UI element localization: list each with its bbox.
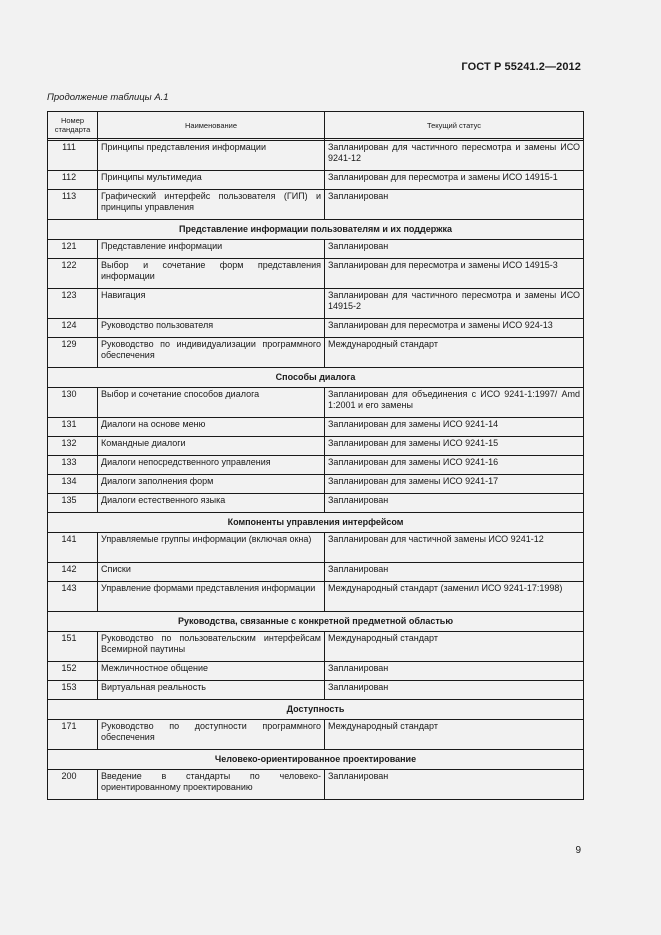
table-row: [48, 494, 584, 513]
cell-standard-status: Запланирован для пересмотра и замены ИСО 924-13: [325, 319, 584, 338]
column-header-name: Наименование: [98, 112, 325, 139]
cell-standard-name: Диалоги непосредственного управления: [98, 456, 325, 475]
cell-standard-status: Запланирован для частичной замены ИСО 9241-12: [325, 533, 584, 563]
cell-standard-number: 152: [48, 662, 98, 681]
cell-standard-name: Руководство пользователя: [98, 319, 325, 338]
table-row: [48, 632, 584, 662]
cell-standard-status: Международный стандарт (заменил ИСО 9241-17:1998): [325, 582, 584, 612]
cell-standard-status: Запланирован: [325, 494, 584, 513]
cell-standard-number: 133: [48, 456, 98, 475]
cell-standard-name: Диалоги на основе меню: [98, 418, 325, 437]
cell-standard-status: Запланирован для частичного пересмотра и замены ИСО 9241-12: [325, 141, 584, 171]
column-header-number: Номер стандарта: [48, 112, 98, 139]
cell-standard-number: 111: [48, 141, 98, 171]
cell-standard-status: Запланирован: [325, 563, 584, 582]
cell-standard-number: 135: [48, 494, 98, 513]
cell-standard-number: 200: [48, 770, 98, 800]
cell-standard-number: 134: [48, 475, 98, 494]
table-row: [48, 319, 584, 338]
cell-standard-status: Запланирован для частичного пересмотра и замены ИСО 14915-2: [325, 289, 584, 319]
table-row: [48, 289, 584, 319]
cell-standard-number: 130: [48, 388, 98, 418]
cell-standard-number: 141: [48, 533, 98, 563]
cell-standard-number: 124: [48, 319, 98, 338]
cell-standard-status: Международный стандарт: [325, 720, 584, 750]
cell-standard-name: Выбор и сочетание форм представления информации: [98, 259, 325, 289]
cell-standard-status: Запланирован для объединения с ИСО 9241-1:1997/ Amd 1:2001 и его замены: [325, 388, 584, 418]
column-header-status: Текущий статус: [325, 112, 584, 139]
cell-standard-status: Запланирован: [325, 681, 584, 700]
section-title: Человеко-ориентированное проектирование: [48, 750, 584, 770]
cell-standard-name: Диалоги естественного языка: [98, 494, 325, 513]
cell-standard-name: Диалоги заполнения форм: [98, 475, 325, 494]
cell-standard-name: Графический интерфейс пользователя (ГИП) и принципы управления: [98, 190, 325, 220]
table-row: [48, 456, 584, 475]
table-header-row: [48, 112, 584, 139]
cell-standard-status: Запланирован для пересмотра и замены ИСО 14915-1: [325, 171, 584, 190]
cell-standard-name: Представление информации: [98, 240, 325, 259]
cell-standard-status: Запланирован для замены ИСО 9241-16: [325, 456, 584, 475]
cell-standard-number: 132: [48, 437, 98, 456]
cell-standard-number: 122: [48, 259, 98, 289]
cell-standard-status: Международный стандарт: [325, 632, 584, 662]
cell-standard-status: Запланирован: [325, 770, 584, 800]
cell-standard-name: Выбор и сочетание способов диалога: [98, 388, 325, 418]
cell-standard-name: Принципы мультимедиа: [98, 171, 325, 190]
cell-standard-name: Межличностное общение: [98, 662, 325, 681]
table-row: [48, 475, 584, 494]
cell-standard-number: 143: [48, 582, 98, 612]
table-row: [48, 141, 584, 171]
table-row: [48, 720, 584, 750]
table-row: [48, 770, 584, 800]
table-row: [48, 533, 584, 563]
cell-standard-name: Руководство по доступности программного обеспечения: [98, 720, 325, 750]
cell-standard-status: Запланирован для пересмотра и замены ИСО 14915-3: [325, 259, 584, 289]
cell-standard-status: Запланирован: [325, 190, 584, 220]
cell-standard-number: 113: [48, 190, 98, 220]
cell-standard-number: 171: [48, 720, 98, 750]
cell-standard-name: Списки: [98, 563, 325, 582]
cell-standard-name: Принципы представления информации: [98, 141, 325, 171]
page-number: 9: [575, 845, 581, 856]
section-header-row: [48, 750, 584, 770]
document-id: ГОСТ Р 55241.2—2012: [461, 61, 581, 73]
cell-standard-number: 151: [48, 632, 98, 662]
cell-standard-number: 112: [48, 171, 98, 190]
section-header-row: [48, 612, 584, 632]
section-header-row: [48, 368, 584, 388]
section-header-row: [48, 220, 584, 240]
cell-standard-number: 129: [48, 338, 98, 368]
table-body: [48, 139, 584, 800]
cell-standard-name: Командные диалоги: [98, 437, 325, 456]
cell-standard-name: Руководство по индивидуализации программного обеспечения: [98, 338, 325, 368]
table-row: [48, 338, 584, 368]
section-title: Компоненты управления интерфейсом: [48, 513, 584, 533]
table-caption: Продолжение таблицы А.1: [47, 92, 169, 103]
cell-standard-number: 142: [48, 563, 98, 582]
cell-standard-status: Запланирован: [325, 240, 584, 259]
table-row: [48, 681, 584, 700]
cell-standard-number: 123: [48, 289, 98, 319]
cell-standard-number: 121: [48, 240, 98, 259]
cell-standard-status: Запланирован для замены ИСО 9241-14: [325, 418, 584, 437]
table-row: [48, 582, 584, 612]
cell-standard-number: 153: [48, 681, 98, 700]
table-row: [48, 190, 584, 220]
cell-standard-status: Международный стандарт: [325, 338, 584, 368]
table-row: [48, 259, 584, 289]
cell-standard-status: Запланирован для замены ИСО 9241-17: [325, 475, 584, 494]
table-row: [48, 240, 584, 259]
section-title: Доступность: [48, 700, 584, 720]
section-title: Представление информации пользователям и их поддержка: [48, 220, 584, 240]
cell-standard-number: 131: [48, 418, 98, 437]
table-row: [48, 437, 584, 456]
cell-standard-name: Введение в стандарты по человеко-ориентированному проектированию: [98, 770, 325, 800]
section-header-row: [48, 700, 584, 720]
cell-standard-name: Управление формами представления информации: [98, 582, 325, 612]
table-row: [48, 388, 584, 418]
cell-standard-name: Навигация: [98, 289, 325, 319]
cell-standard-name: Управляемые группы информации (включая окна): [98, 533, 325, 563]
section-title: Руководства, связанные с конкретной предметной областью: [48, 612, 584, 632]
cell-standard-name: Руководство по пользовательским интерфейсам Всемирной паутины: [98, 632, 325, 662]
cell-standard-name: Виртуальная реальность: [98, 681, 325, 700]
cell-standard-status: Запланирован: [325, 662, 584, 681]
table-row: [48, 563, 584, 582]
section-title: Способы диалога: [48, 368, 584, 388]
section-header-row: [48, 513, 584, 533]
table-row: [48, 171, 584, 190]
cell-standard-status: Запланирован для замены ИСО 9241-15: [325, 437, 584, 456]
table-row: [48, 418, 584, 437]
table-row: [48, 662, 584, 681]
standards-table: [47, 111, 584, 800]
